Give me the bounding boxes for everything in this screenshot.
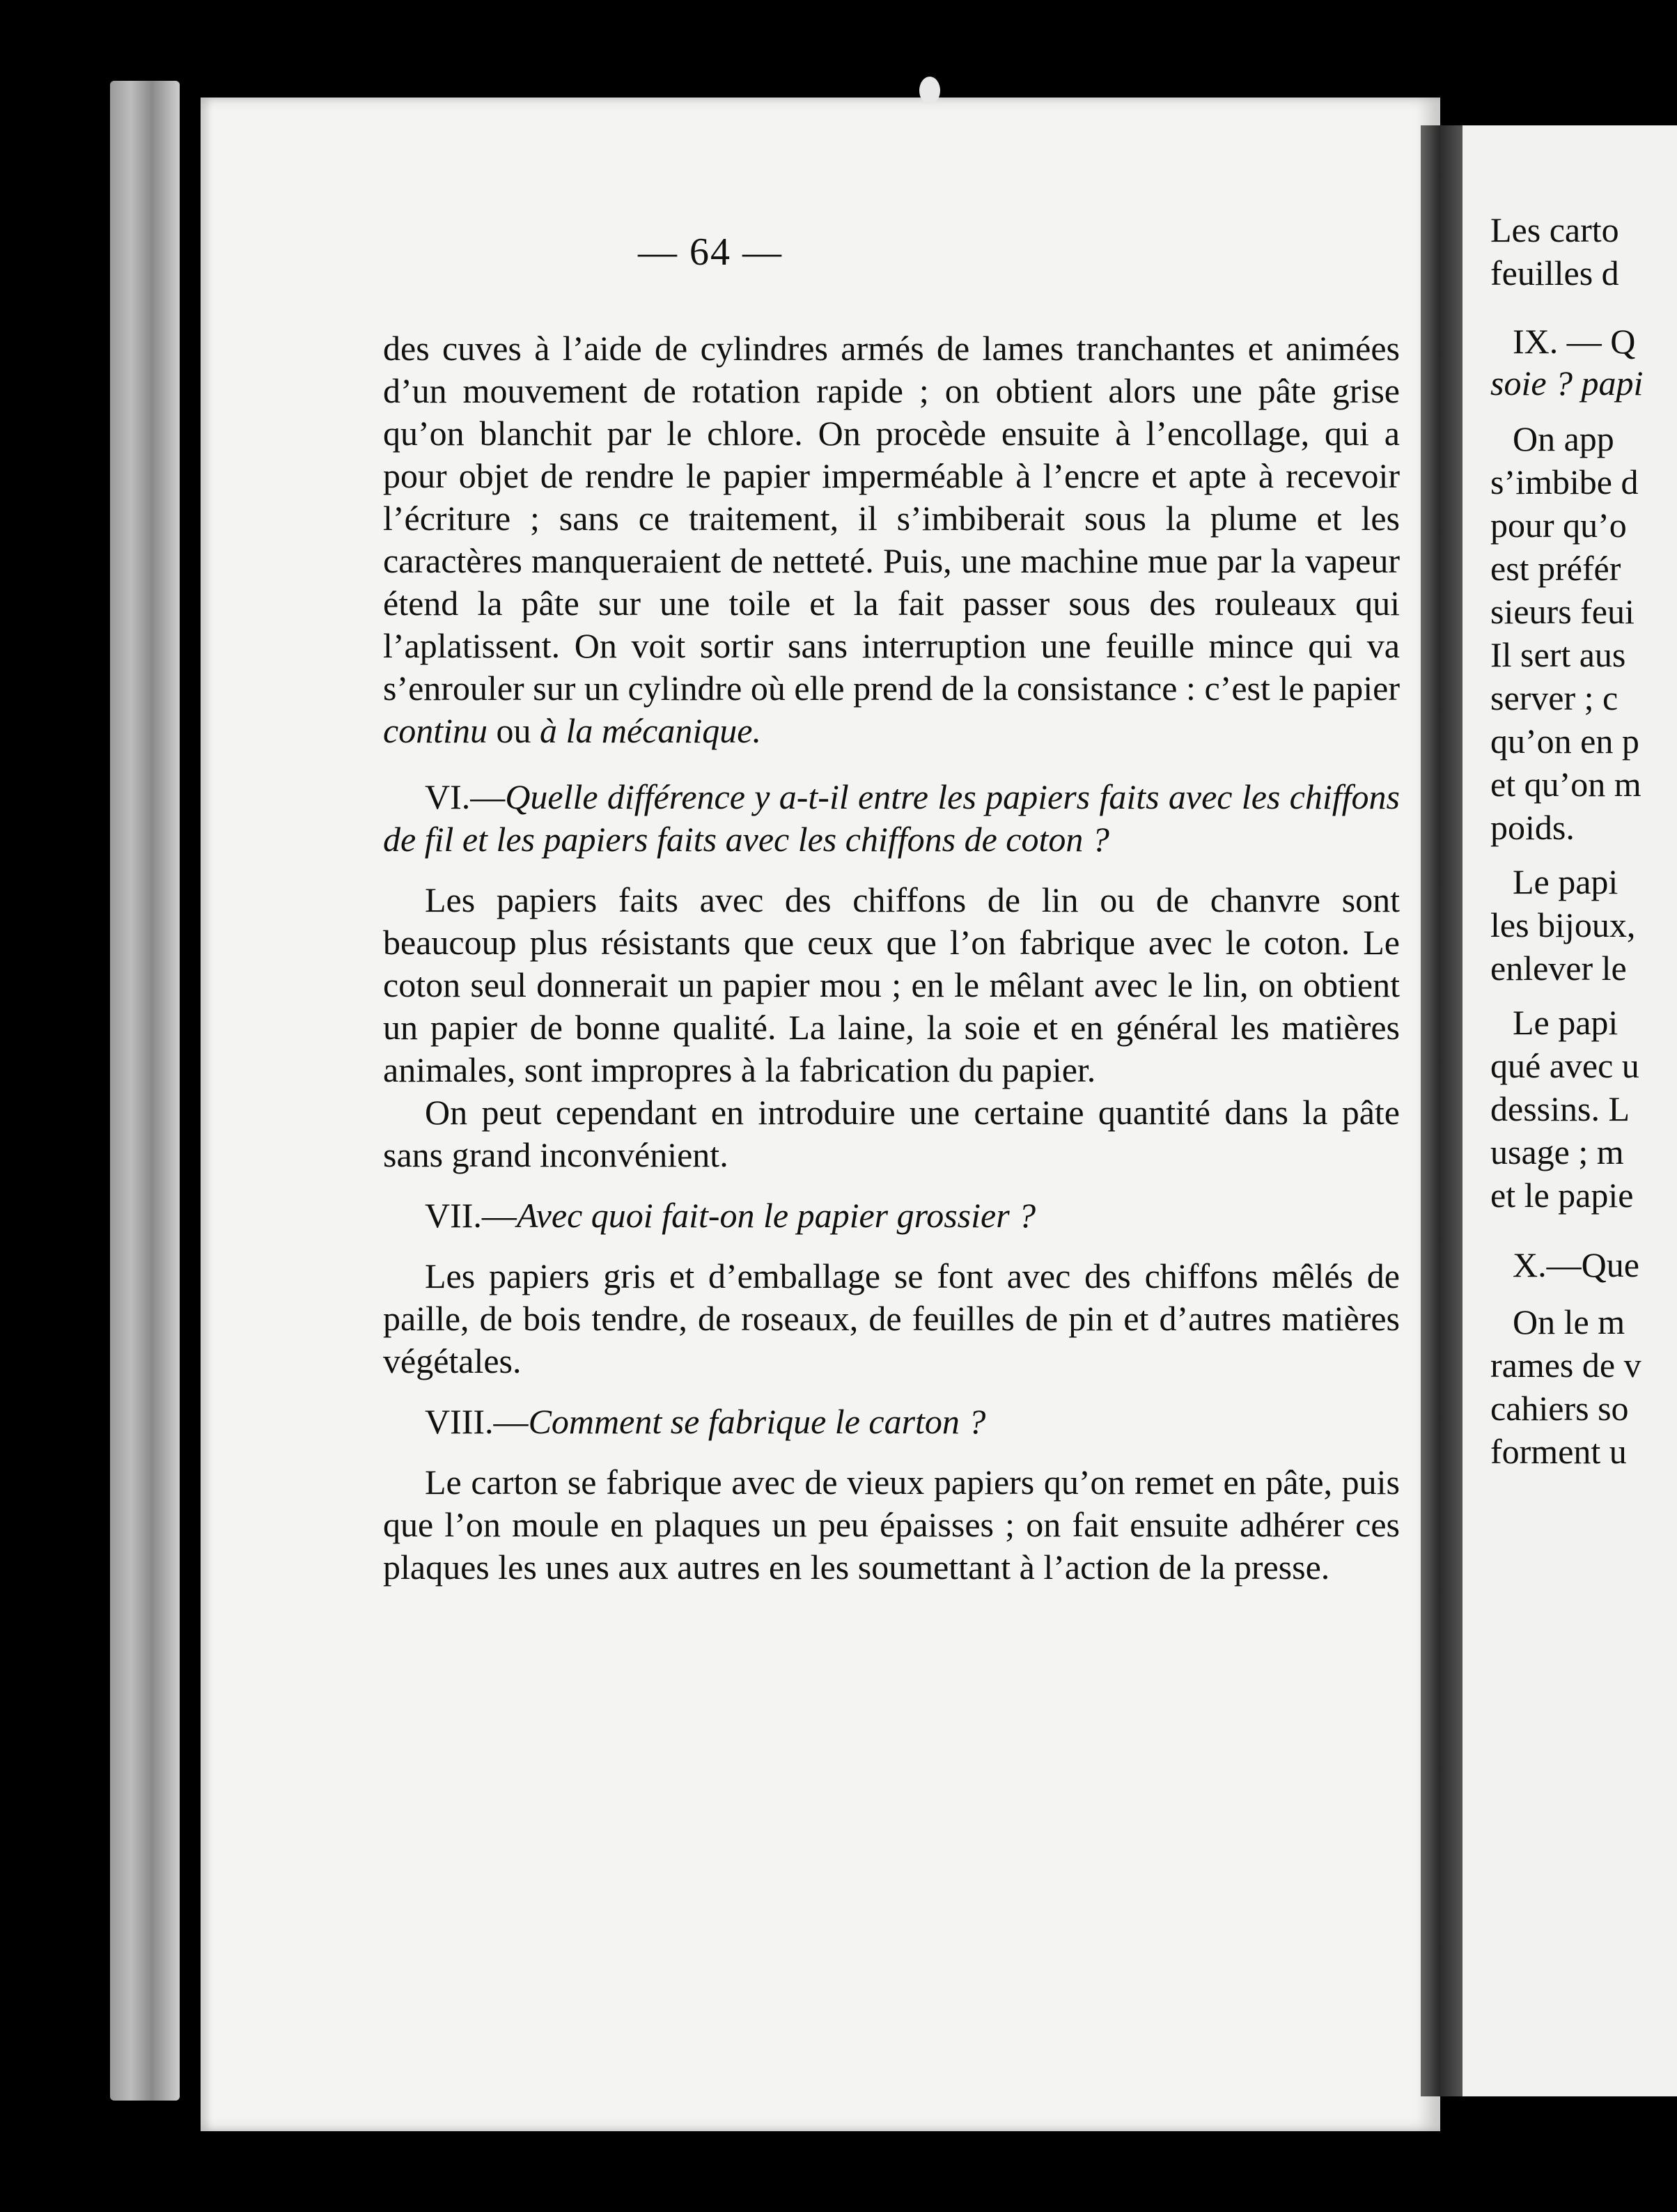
right-page-line: Les carto (1490, 210, 1619, 249)
italic-term: continu (383, 711, 488, 750)
right-page-line: On app (1513, 419, 1614, 458)
right-page-line: rames de v (1490, 1346, 1641, 1385)
right-page-line: et qu’on m (1490, 765, 1641, 804)
answer-6-paragraph-2: On peut cependant en introduire une certaine quantité dans la pâte sans grand inconvénient. (383, 1093, 1400, 1174)
right-page-line: s’imbibe d (1490, 462, 1639, 501)
right-page-line: enlever le (1490, 949, 1627, 988)
answer-8: Le carton se fabrique avec de vieux papiers qu’on remet en pâte, puis que l’on moule en plaques un peu épaisses ; on fait ensuite adhérer ces plaques les unes aux autres en les soumettant à l’action de la presse. (383, 1463, 1400, 1587)
question-text: Comment se fabrique le carton ? (528, 1402, 986, 1441)
right-page-line: usage ; m (1490, 1132, 1624, 1171)
answer-6-paragraph-1: Les papiers faits avec des chiffons de lin ou de chanvre sont beaucoup plus résistants que ceux que l’on fabrique avec le coton. Le coton seul donnerait un papier mou ; en le mêlant avec le lin, on obtient un papier de bonne qualité. La laine, la soie et en général les matières animales, sont impropres à la fabrication du papier. (383, 880, 1400, 1089)
right-page-line: est préfér (1490, 549, 1621, 588)
question-6 (383, 776, 1400, 861)
right-page (1462, 125, 1677, 2096)
answer-7: Les papiers gris et d’emballage se font avec des chiffons mêlés de paille, de bois tendre, de roseaux, de feuilles de pin et d’autres matières végétales. (383, 1256, 1400, 1380)
italic-term: à la mécanique. (539, 711, 761, 750)
paragraph-text: ou (487, 711, 540, 750)
question-8 (383, 1401, 1400, 1443)
right-page-line: poids. (1490, 808, 1575, 847)
right-page-line: soie ? papi (1490, 364, 1644, 403)
question-text: Quelle différence y a-t-il entre les papiers faits avec les chiffons de fil et les papiers faits avec les chiffons de coton ? (383, 777, 1400, 859)
right-page-line: server ; c (1490, 678, 1618, 717)
right-page-line: Le papi (1513, 862, 1618, 901)
right-page-line: Il sert aus (1490, 635, 1626, 674)
right-page-line: feuilles d (1490, 254, 1619, 293)
right-page-line: forment u (1490, 1432, 1627, 1471)
page-edge-stack (110, 81, 180, 2101)
right-page-line: et le papie (1490, 1176, 1634, 1215)
right-page-line: IX. — Q (1513, 322, 1636, 361)
question-number: VIII.— (425, 1402, 529, 1441)
question-number: VI.— (425, 777, 506, 816)
right-page-line: X.—Que (1513, 1245, 1639, 1284)
right-page-line: pour qu’o (1490, 506, 1627, 545)
right-page-line: sieurs feui (1490, 592, 1635, 631)
paragraph-continuation (383, 327, 1400, 752)
right-page-line: les bijoux, (1490, 905, 1636, 944)
right-page-line: On le m (1513, 1302, 1625, 1341)
right-page-line: Le papi (1513, 1003, 1618, 1042)
left-page-text (383, 327, 1400, 1589)
dust-speck (919, 77, 940, 104)
paragraph-text: des cuves à l’aide de cylindres armés de lames tranchantes et animées d’un mouvement de rotation rapide ; on obtient alors une pâte grise qu’on blanchit par le chlore. On procède ensuite à l’encollage, qui a pour objet de rendre le papier imperméable à l’encre et apte à recevoir l’écriture ; sans ce traitement, il s’imbiberait sous la plume et les caractères manqueraient de netteté. Puis, une machine mue par la vapeur étend la pâte sur une toile et la fait passer sous des rouleaux qui l’aplatissent. On voit sortir sans interruption une feuille mince qui va s’enrouler sur un cylindre où elle prend de la consistance : c’est le papier (383, 329, 1400, 708)
book-gutter (1421, 125, 1462, 2096)
question-7 (383, 1194, 1400, 1237)
right-page-line: qué avec u (1490, 1046, 1639, 1085)
right-page-line: qu’on en p (1490, 722, 1639, 761)
right-page-line: dessins. L (1490, 1089, 1630, 1128)
page-number: — 64 — (638, 231, 783, 274)
right-page-line: cahiers so (1490, 1389, 1629, 1428)
question-number: VII.— (425, 1196, 517, 1235)
question-text: Avec quoi fait-on le papier grossier ? (516, 1196, 1036, 1235)
